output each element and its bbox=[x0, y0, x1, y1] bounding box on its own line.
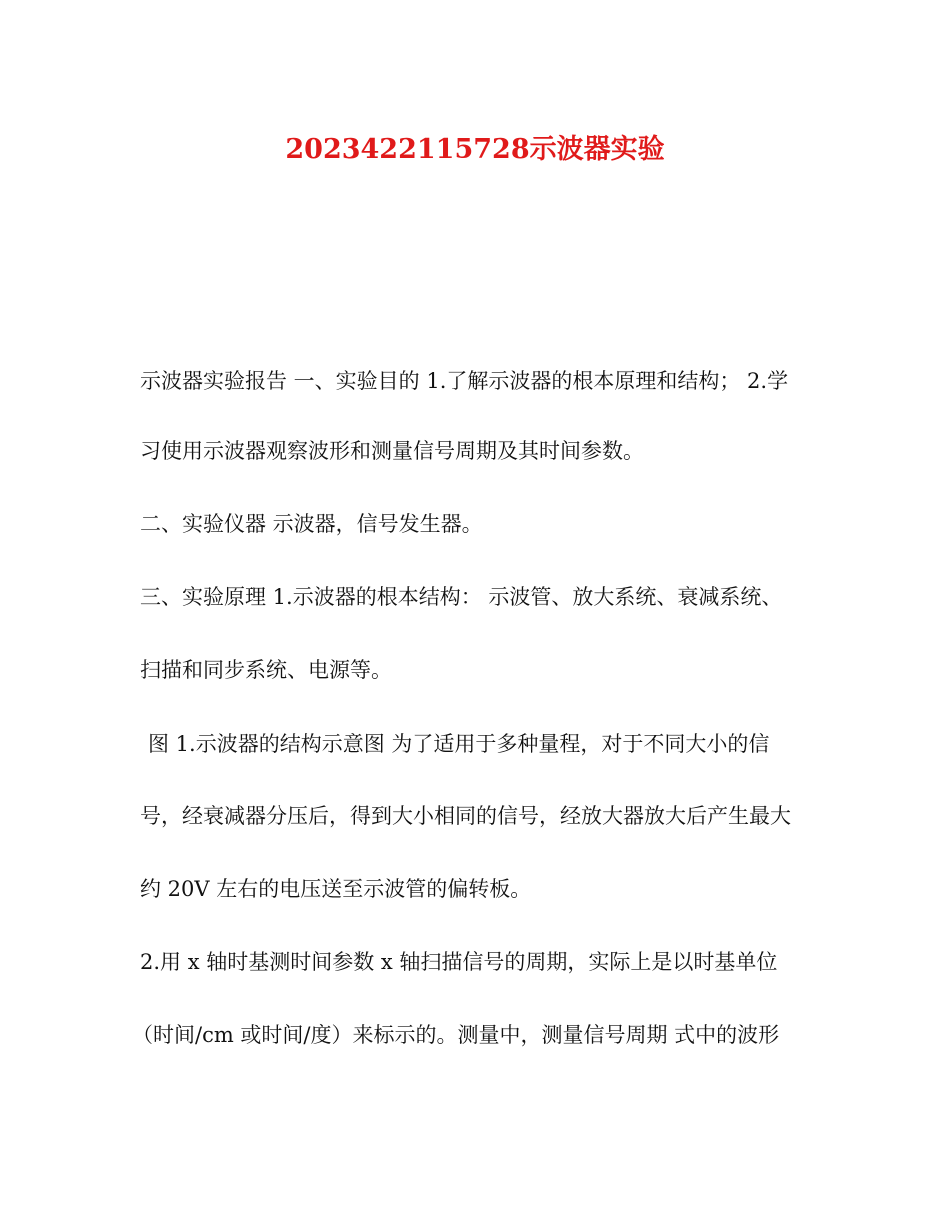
body-line-4: 三、实验原理 1.示波器的根本结构： 示波管、放大系统、衰减系统、 bbox=[140, 585, 783, 609]
body-line-9: 2.用 x 轴时基测时间参数 x 轴扫描信号的周期，实际上是以时基单位 bbox=[140, 950, 778, 974]
body-line-6: 图 1.示波器的结构示意图 为了适用于多种量程，对于不同大小的信 bbox=[148, 732, 770, 756]
document-title: 2023422115728示波器实验 bbox=[285, 134, 665, 165]
body-line-10: （时间/cm 或时间/度）来标示的。测量中，测量信号周期 式中的波形 bbox=[132, 1023, 780, 1047]
body-line-3: 二、实验仪器 示波器，信号发生器。 bbox=[140, 512, 483, 536]
body-line-7: 号，经衰减器分压后，得到大小相同的信号，经放大器放大后产生最大 bbox=[140, 804, 791, 828]
body-line-8: 约 20V 左右的电压送至示波管的偏转板。 bbox=[140, 877, 532, 901]
body-line-2: 习使用示波器观察波形和测量信号周期及其时间参数。 bbox=[140, 439, 644, 463]
body-line-1: 示波器实验报告 一、实验目的 1.了解示波器的根本原理和结构； 2.学 bbox=[140, 369, 789, 393]
body-line-5: 扫描和同步系统、电源等。 bbox=[140, 658, 392, 682]
